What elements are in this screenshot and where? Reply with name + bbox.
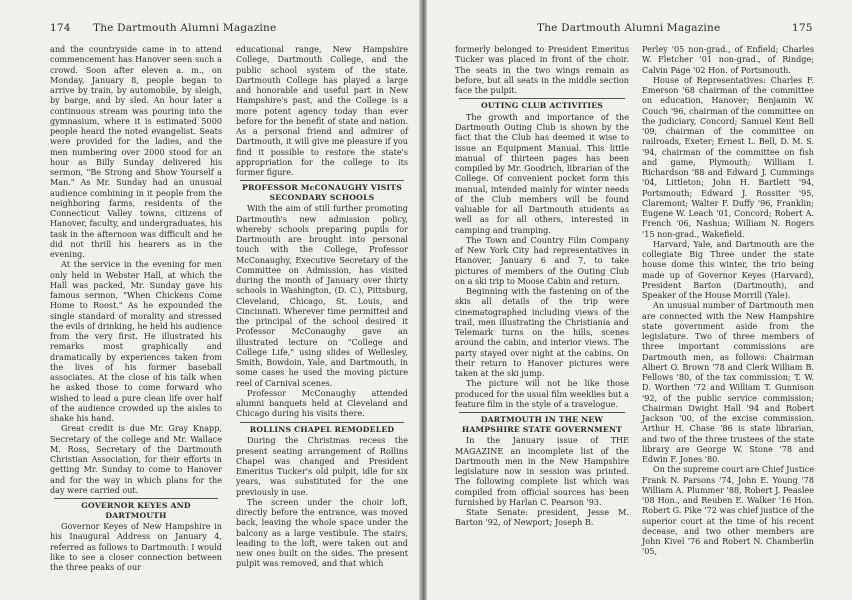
paragraph: educational range, New Hampshire College, Dartmouth College, and the public school system of the state. Dartmouth College has played a large and honorable and useful part in New Hampshire's past, and the College is a more potent agency today than ever before for the benefit of state and nation. As a personal friend and admirer of Dartmouth, it will give me pleasure if you find it possible to restore the state's appropriation for the college to its former figure. <box>236 44 408 177</box>
paragraph: An unusual number of Dartmouth men are connected with the New Hampshire state government aside from the legislature. Two of three members of three important commissions are Dartmouth men, as follows: Chairman Albert O. Brown '78 and Clerk William B. Fellows '80, of the tax commission; T. W. D. Worthen '72 and William T. Gunnison '92, of the public service commission; Chairman Dwight Hall '94 and Robert Jackson '00, of the excise commission. Arthur H. Chase '86 is state librarian, and two of the three trustees of the state library are George W. Stone '78 and Edwin F. Jones '80. <box>642 300 814 464</box>
section-heading: GOVERNOR KEYES AND DARTMOUTH <box>81 501 191 520</box>
right-column-2 <box>642 44 814 557</box>
paragraph: formerly belonged to President Emeritus Tucker was placed in front of the choir. The seats in the two wings remain as before, but all seats in the middle section face the pulpit. <box>455 44 629 95</box>
paragraph: Perley '05 non-grad., of Enfield; Charles W. Fletcher '01 non-grad., of Rindge; Calvin Page '02 Hon. of Portsmouth. <box>642 44 814 75</box>
section-heading: OUTING CLUB ACTIVITIES <box>480 101 604 111</box>
paragraph: Beginning with the fastening on of the skis all details of the trip were cinematographed including views of the trail, men illustrating the Christiania and Telemark turns on the hills, scenes around the cabin, and interior views. The party stayed over night at the cabins. On their return to Hanover pictures were taken at the ski jump. <box>455 286 629 379</box>
section-divider <box>240 422 404 423</box>
section-divider <box>459 412 625 413</box>
section-divider <box>459 98 625 99</box>
right-page-number: 175 <box>792 22 813 34</box>
right-running-title: The Dartmouth Alumni Magazine <box>537 22 721 34</box>
section-heading: ROLLINS CHAPEL REMODELED <box>249 424 395 434</box>
paragraph: With the aim of still further promoting Dartmouth's new admission policy, whereby schools preparing pupils for Dartmouth are brought into personal touch with the College, Professor McConaughy, Executive Secretary of the Committee on Admission, has visited during the month of January over thirty schools in Washington, (D. C.), Pittsburg, Cleveland, Chicago, St. Louis, and Cincinnati. Wherever time permitted and the principal of the school desired it Professor McConaughy gave an illustrated lecture on "College and College Life," using slides of Wellesley, Smith, Bowdoin, Yale, and Dartmouth, in some cases he used the moving picture reel of Carnival scenes. <box>236 203 408 388</box>
paragraph: House of Representatives: Charles F. Emerson '68 chairman of the committee on education, Hanover; Benjamin W. Couch '96, chairman of the committee on the judiciary, Concord; Samuel Kent Bell '09, chairman of the committee on railroads, Exeter; Ernest L. Bell, D. M. S. '94, chairman of the committee on fish and game, Plymouth; William I. Richardson '88 and Edward J. Cummings '04, Littleton; John H. Bartlett '94, Portsmouth; Edward J. Rossiter '95, Claremont; Walter F. Duffy '96, Franklin; Eugene W. Leach '01, Concord; Robert A. French '06, Nashua; William N. Rogers '15 non-grad., Wakefield. <box>642 74 814 239</box>
paragraph: At the service in the evening for men only held in Webster Hall, at which the Hall was packed, Mr. Sunday gave his famous sermon, "When Chickens Come Home to Roost." As he expounded the single standard of morality and stressed the evils of drinking, he held his audience from the very first. He illustrated his remarks most graphically and dramatically by experiences taken from the lives of his former baseball associates. At the close of his talk when he asked those to come forward who wished to lead a pure clean life over half of the audience crowded up the aisles to shake his hand. <box>50 259 223 423</box>
section-heading: DARTMOUTH IN THE NEW HAMPSHIRE STATE GOVERNMENT <box>461 415 623 434</box>
paragraph: State Senate: president, Jesse M. Barton '92, of Newport; Joseph B. <box>455 507 629 528</box>
left-page <box>0 0 419 600</box>
left-page-number: 174 <box>50 22 71 34</box>
paragraph: Harvard, Yale, and Dartmouth are the collegiate Big Three under the state house dome this winter, the trio being made up of Governor Keyes (Harvard), President Barton (Dartmouth), and Speaker of the House Morrill (Yale). <box>642 238 814 300</box>
paragraph: The picture will not be like those produced for the usual film weeklies but a feature film in the style of a travelogue. <box>455 378 629 409</box>
section-divider <box>240 180 404 181</box>
right-column-1 <box>455 44 629 528</box>
paragraph: and the countryside came in to attend commencement has Hanover seen such a crowd. Soon after eleven a. m., on Monday, January 8, people began to arrive by train, by automobile, by sleigh, by barge, and by sled. An hour later a continuous stream was pouring into the gymnasium, where it is estimated 5000 people heard the noted evangelist. Seats were provided for the ladies, and the men numbering over 2000 stood for an hour as Billy Sunday delivered his sermon, "Be Strong and Show Yourself a Man." As Mr. Sunday had an unusual audience combining in it people from the neighboring farms, residents of the Connecticut Valley towns, citizens of Hanover, faculty, and undergraduates, his task in the afternoon was difficult and he did not thrill his hearers as in the evening. <box>50 44 222 259</box>
paragraph: The growth and importance of the Dartmouth Outing Club is shown by the fact that the Club has deemed it wise to issue an Equipment Manual. This little manual of thirteen pages has been compiled by Mr. Goodrich, librarian of the College. Of convenient pocket form this manual, intended mainly for winter needs of the Club members will be found valuable for all Dartmouth students as well as for all others, interested in camping and tramping. <box>455 111 629 235</box>
paragraph: Professor McConaughy attended alumni banquets held at Cleveland and Chicago during his visits there. <box>236 387 408 419</box>
section-heading: PROFESSOR McCONAUGHY VISITS SECONDARY SCHOOLS <box>242 183 402 202</box>
right-page <box>427 0 852 600</box>
section-divider <box>54 498 218 499</box>
left-column-2 <box>236 44 408 569</box>
paragraph: Governor Keyes of New Hampshire in his Inaugural Address on January 4, referred as follows to Dartmouth: I would like to see a closer connection between the three peaks of our <box>50 521 222 573</box>
paragraph: The Town and Country Film Company of New York City had representatives in Hanover, January 6 and 7, to take pictures of members of the Outing Club on a ski trip to Moose Cabin and return. <box>455 234 629 286</box>
paragraph: During the Christmas recess the present seating arrangement of Rollins Chapel was changed and President Emeritus Tucker's old pulpit, idle for six years, was substituted for the one previously in use. <box>236 435 408 497</box>
left-running-title: The Dartmouth Alumni Magazine <box>93 22 277 34</box>
paragraph: On the supreme court are Chief Justice Frank N. Parsons '74, John E. Young '78 William A. Plummer '88, Robert J. Peaslee '08 Hon., and Reuben E. Walker '16 Hon. Robert G. Pike '72 was chief justice of the superior court at the time of his recent decease, and two other members are John Kivel '76 and Robert N. Chamberlin '05, <box>642 464 814 557</box>
paragraph: In the January issue of THE MAGAZINE an incomplete list of the Dartmouth men in the New Hampshire legislature now in session was printed. The following complete list which was compiled from official sources has been furnished by Harlan C. Pearson '93. <box>455 435 629 507</box>
paragraph: Great credit is due Mr. Gray Knapp, Secretary of the college and Mr. Wallace M. Ross, Secretary of the Dartmouth Christian Association, for their efforts in getting Mr. Sunday to come to Hanover and for the way in which plans for the day were carried out. <box>50 423 222 495</box>
book-gutter <box>419 0 427 600</box>
paragraph: The screen under the choir loft, directly before the entrance, was moved back, leaving the whole space under the balcony as a large vestibule. The stairs, leading to the loft, were taken out and new ones built on the sides. The present pulpit was removed, and that which <box>236 496 408 569</box>
left-column-1 <box>50 44 222 572</box>
